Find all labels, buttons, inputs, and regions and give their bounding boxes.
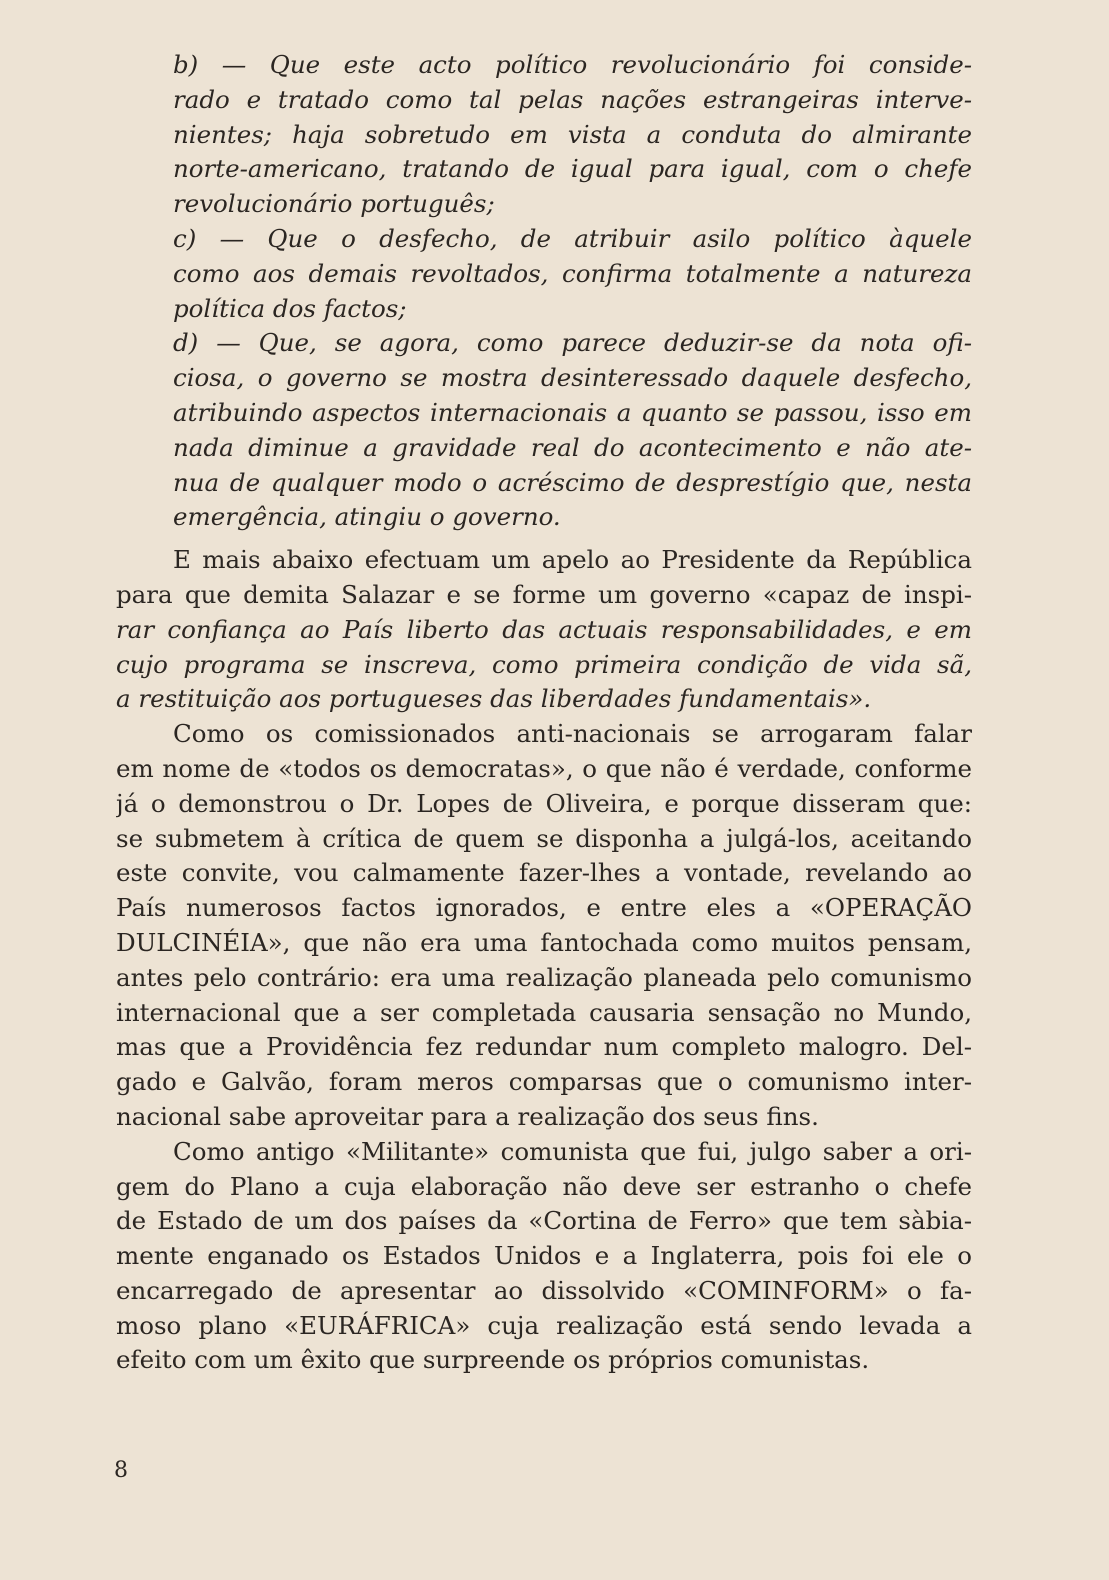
text-line: nacional sabe aproveitar para a realização dos seus fins. <box>116 1101 819 1131</box>
text-line: b) — Que este acto político revolucionário foi conside- <box>173 50 972 79</box>
text-line: já o demonstrou o Dr. Lopes de Oliveira, e porque disseram que: <box>116 788 972 818</box>
text-line: d) — Que, se agora, como parece deduzir-se da nota ofi- <box>173 328 972 358</box>
text-line: rar confiança ao País liberto das actuais responsabilidades, e em <box>116 614 972 644</box>
text-line: E mais abaixo efectuam um apelo ao Presidente da República <box>173 545 972 575</box>
body-text <box>116 48 972 1378</box>
text-line: este convite, vou calmamente fazer-lhes a vontade, revelando ao <box>116 858 972 888</box>
text-line: efeito com um êxito que surpreende os próprios comunistas. <box>116 1345 870 1375</box>
text-line: mente enganado os Estados Unidos e a Inglaterra, pois foi ele o <box>116 1241 972 1271</box>
text-line: nua de qualquer modo o acréscimo de desprestígio que, nesta <box>173 467 972 497</box>
text-line: ciosa, o governo se mostra desinteressado daquele desfecho, <box>173 363 972 393</box>
text-line: de Estado de um dos países da «Cortina de Ferro» que tem sàbia- <box>116 1206 972 1236</box>
text-line: gado e Galvão, foram meros comparsas que o comunismo inter- <box>116 1067 972 1097</box>
text-line: revolucionário português; <box>173 189 495 219</box>
text-line: norte-americano, tratando de igual para igual, com o chefe <box>173 154 972 184</box>
text-line: c) — Que o desfecho, de atribuir asilo político àquele <box>173 223 972 253</box>
text-line: emergência, atingiu o governo. <box>173 502 561 532</box>
text-line: rado e tratado como tal pelas nações estrangeiras interve- <box>173 84 972 114</box>
text-line: cujo programa se inscreva, como primeira condição de vida sã, <box>116 649 972 679</box>
text-line: moso plano «EURÁFRICA» cuja realização está sendo levada a <box>116 1310 972 1340</box>
paragraph-gap <box>116 535 972 543</box>
text-line: encarregado de apresentar ao dissolvido «COMINFORM» o fa- <box>116 1275 972 1305</box>
text-line: Como antigo «Militante» comunista que fui, julgo saber a ori- <box>173 1136 972 1166</box>
text-line: nientes; haja sobretudo em vista a conduta do almirante <box>173 119 972 149</box>
text-line: como aos demais revoltados, confirma totalmente a natureza <box>173 258 972 288</box>
text-line: a restituição aos portugueses das liberdades fundamentais». <box>116 684 872 714</box>
text-line: atribuindo aspectos internacionais a quanto se passou, isso em <box>173 397 972 427</box>
text-line: mas que a Providência fez redundar num completo malogro. Del- <box>116 1032 972 1062</box>
text-line: DULCINÉIA», que não era uma fantochada como muitos pensam, <box>116 927 972 957</box>
text-line: nada diminue a gravidade real do acontecimento e não ate- <box>173 432 972 462</box>
text-line: Como os comissionados anti-nacionais se arrogaram falar <box>173 719 972 749</box>
page-number: 8 <box>114 1458 128 1483</box>
text-line: País numerosos factos ignorados, e entre eles a «OPERAÇÃO <box>116 893 972 923</box>
text-line: internacional que a ser completada causaria sensação no Mundo, <box>116 997 972 1027</box>
text-line: em nome de «todos os democratas», o que não é verdade, conforme <box>116 753 972 783</box>
text-line: para que demita Salazar e se forme um governo «capaz de inspi- <box>116 579 972 609</box>
text-line: antes pelo contrário: era uma realização planeada pelo comunismo <box>116 962 972 992</box>
text-line: se submetem à crítica de quem se disponha a julgá-los, aceitando <box>116 823 972 853</box>
text-line: gem do Plano a cuja elaboração não deve ser estranho o chefe <box>116 1171 972 1201</box>
text-line: política dos factos; <box>173 293 407 323</box>
